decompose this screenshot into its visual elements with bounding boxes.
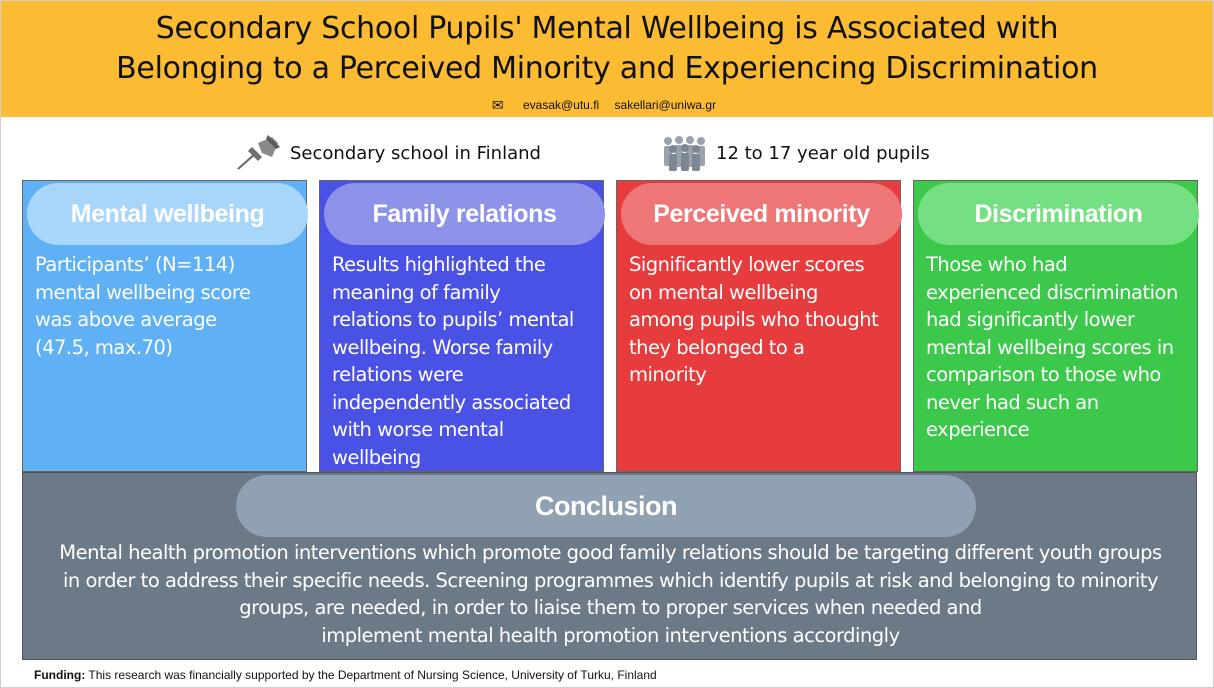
card-line: on mental wellbeing xyxy=(629,280,818,304)
card-line: Participants’ (N=114) xyxy=(35,253,235,276)
email-2[interactable]: sakellari@uniwa.gr xyxy=(614,98,717,112)
conclusion-line: groups, are needed, in order to liaise them to proper services when needed and xyxy=(239,596,982,619)
card-line: had significantly lower xyxy=(926,308,1135,331)
card-title: Discrimination xyxy=(918,183,1199,245)
funding-note xyxy=(34,668,657,682)
card-body xyxy=(926,251,1192,444)
card-line: was above average xyxy=(35,308,217,331)
contact-line xyxy=(1,97,1213,114)
card-line: they belonged to a xyxy=(629,335,805,359)
card-body xyxy=(35,251,301,361)
card-line: wellbeing. Worse family xyxy=(332,335,553,359)
info-pupils xyxy=(658,133,930,173)
funding-label: Funding: xyxy=(34,668,86,682)
card-line: experienced discrimination xyxy=(926,280,1178,304)
card-discrimination xyxy=(913,180,1198,472)
group-of-people-icon xyxy=(658,133,710,173)
conclusion-text xyxy=(29,539,1192,649)
conclusion-line: implement mental health promotion interventions accordingly xyxy=(321,623,900,647)
card-line: minority xyxy=(629,363,707,386)
card-line: Results highlighted the xyxy=(332,253,546,276)
card-line: meaning of family xyxy=(332,280,501,304)
card-title: Family relations xyxy=(324,183,605,245)
card-line: relations to pupils’ mental xyxy=(332,308,574,331)
envelope-icon: ✉ xyxy=(491,97,504,113)
card-body xyxy=(629,251,895,389)
info-school-text: Secondary school in Finland xyxy=(290,142,541,164)
title-line-2: Belonging to a Perceived Minority and Experiencing Discrimination xyxy=(116,51,1098,86)
card-body xyxy=(332,251,598,471)
card-line: with worse mental xyxy=(332,418,504,441)
conclusion-line: Mental health promotion interventions which promote good family relations should be targeting different youth groups xyxy=(59,541,1162,564)
pushpin-icon xyxy=(232,133,284,173)
card-title: Perceived minority xyxy=(621,183,902,245)
card-line: among pupils who thought xyxy=(629,308,879,331)
info-school xyxy=(232,133,541,173)
card-line: (47.5, max.70) xyxy=(35,335,173,359)
card-line: independently associated xyxy=(332,390,571,414)
poster-header xyxy=(1,1,1213,117)
card-title: Mental wellbeing xyxy=(27,183,308,245)
card-mental-wellbeing xyxy=(22,180,307,472)
conclusion-line: in order to address their specific needs. Screening programmes which identify pupils at risk and belonging to minority xyxy=(63,568,1158,592)
card-line: wellbeing xyxy=(332,445,421,469)
card-line: relations were xyxy=(332,363,464,386)
poster-title xyxy=(1,9,1213,89)
card-line: comparison to those who xyxy=(926,363,1161,386)
card-family-relations xyxy=(319,180,604,472)
title-line-1: Secondary School Pupils' Mental Wellbeing is Associated with xyxy=(155,11,1059,46)
email-1[interactable]: evasak@utu.fi xyxy=(522,98,600,112)
card-line: never had such an xyxy=(926,390,1099,414)
card-perceived-minority xyxy=(616,180,901,472)
conclusion-title: Conclusion xyxy=(236,475,976,537)
card-line: Significantly lower scores xyxy=(629,253,865,276)
info-pupils-text: 12 to 17 year old pupils xyxy=(716,142,930,164)
funding-text: This research was financially supported by the Department of Nursing Science, University of Turku, Finland xyxy=(85,668,657,682)
card-line: experience xyxy=(926,418,1030,441)
conclusion-panel xyxy=(22,472,1197,660)
card-line: mental wellbeing score xyxy=(35,280,251,304)
card-line: mental wellbeing scores in xyxy=(926,335,1174,359)
card-line: Those who had xyxy=(926,253,1068,276)
